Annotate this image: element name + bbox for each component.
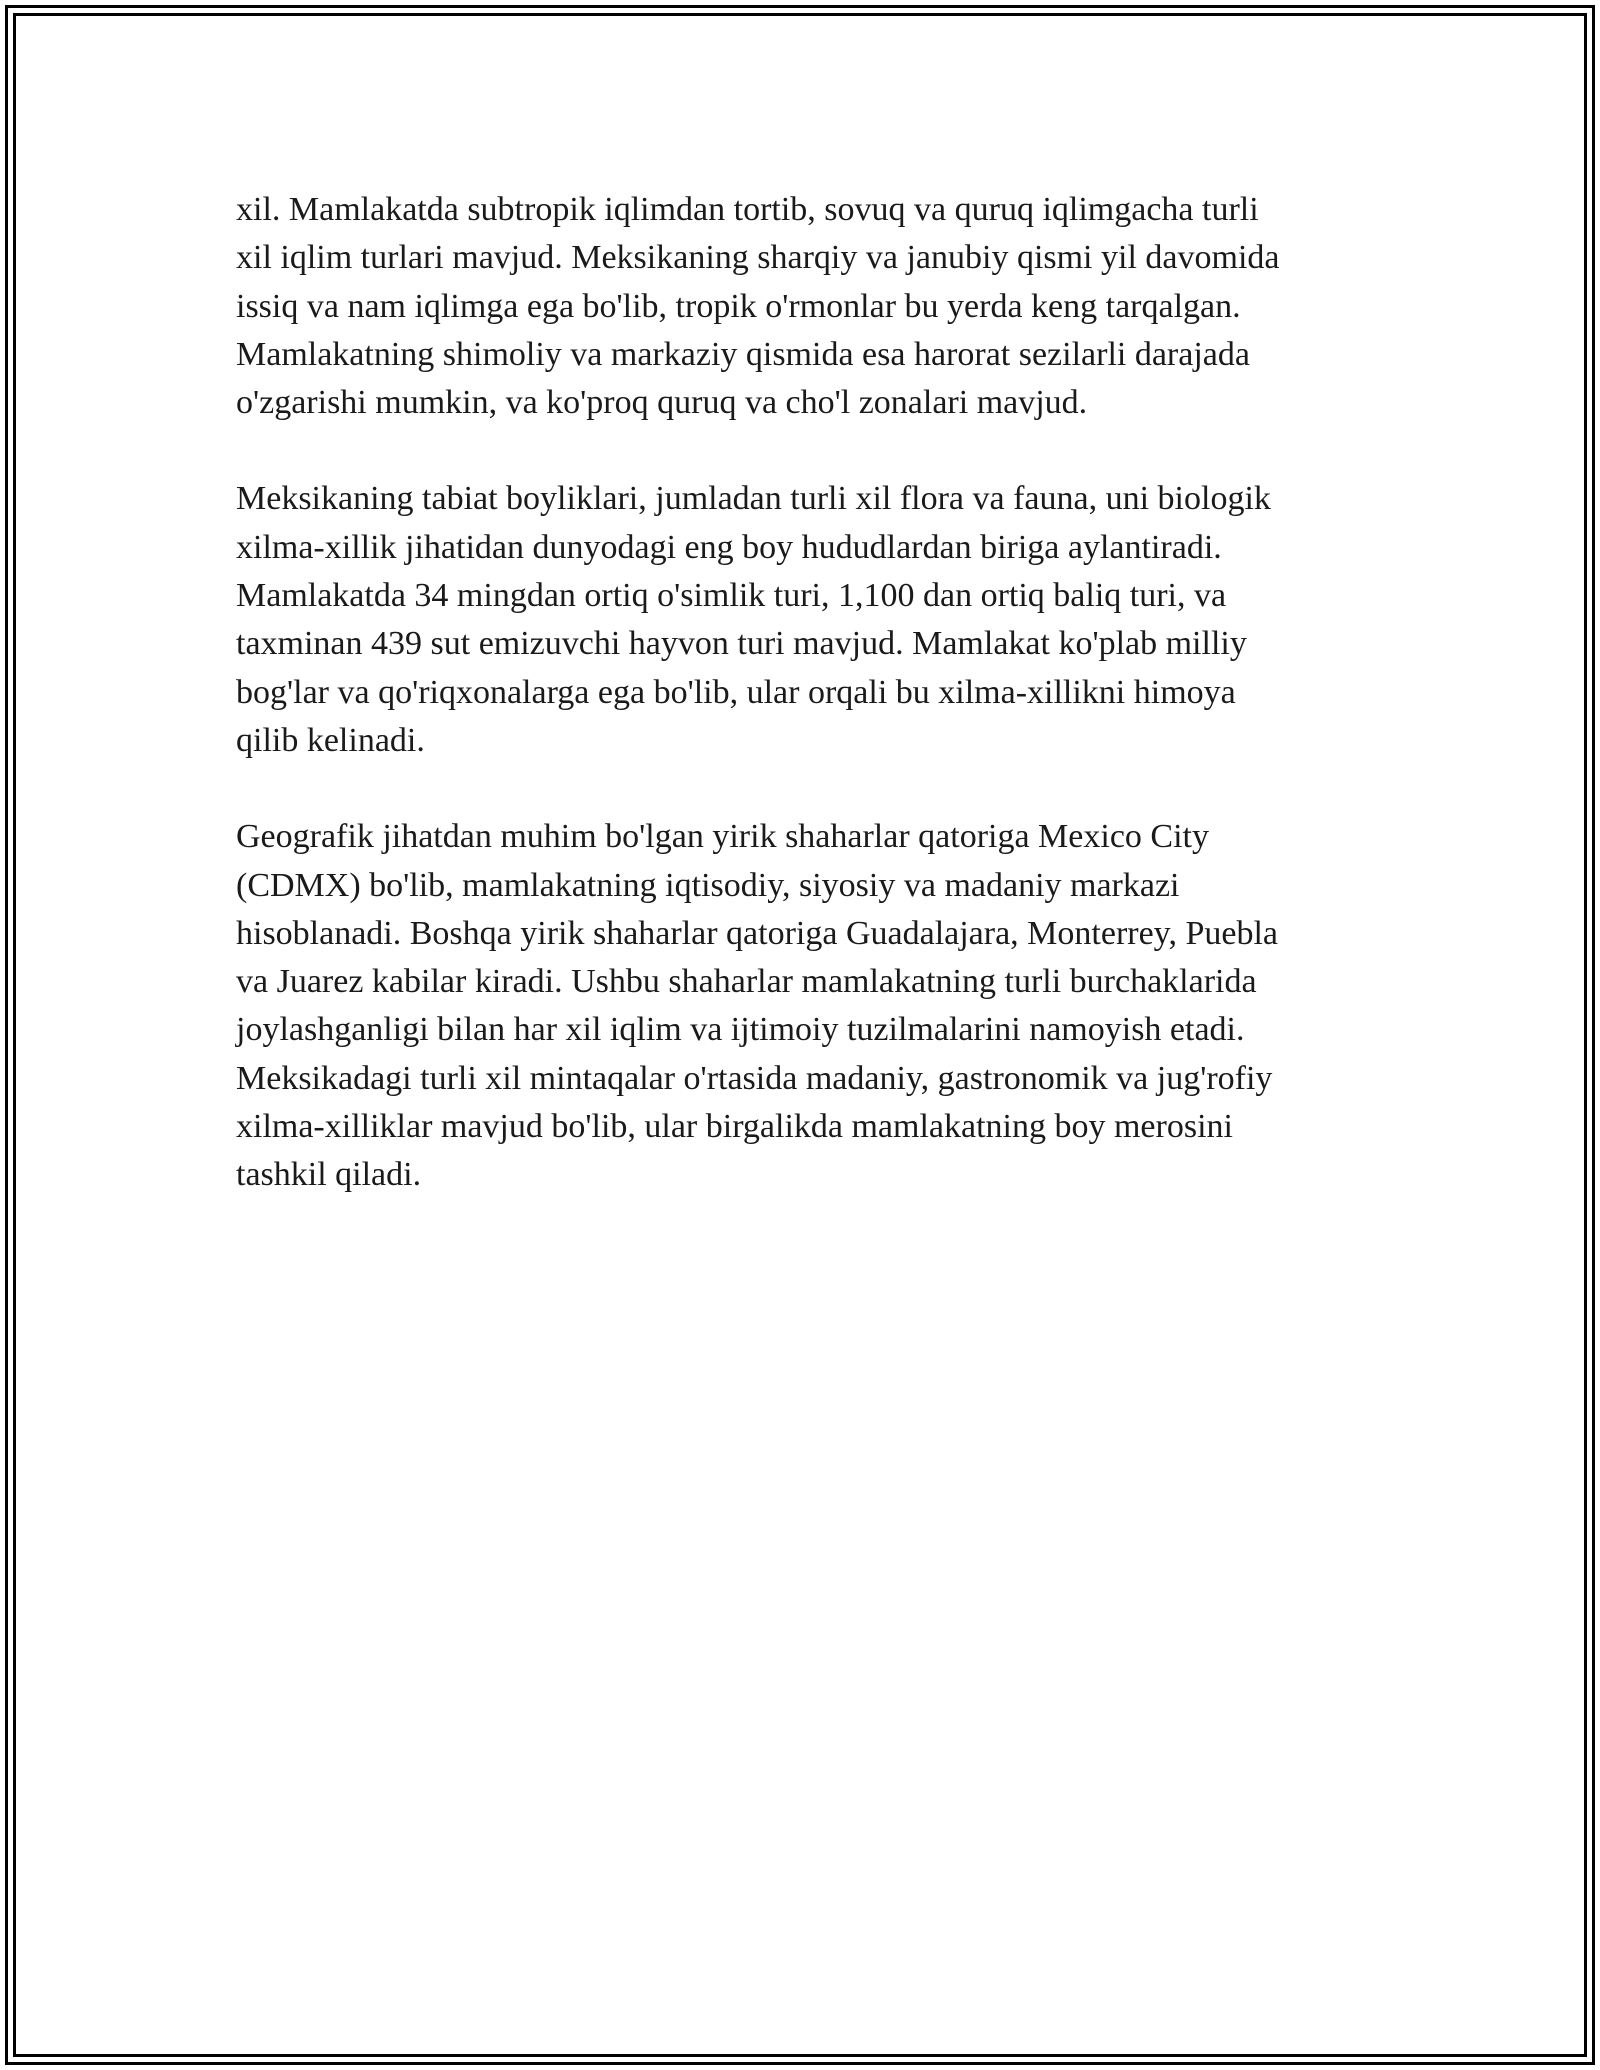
paragraph-climate: xil. Mamlakatda subtropik iqlimdan tortib, sovuq va quruq iqlimgacha turli xil iqlim turlari mavjud. Meksikaning sharqiy va janubiy qismi yil davomida issiq va nam iqlimga ega bo'lib, tropik o'rmonlar bu yerda keng tarqalgan. Mamlakatning shimoliy va markaziy qismida esa harorat sezilarli darajada o'zgarishi mumkin, va ko'proq quruq va cho'l zonalari mavjud. <box>236 191 1280 422</box>
paragraph-biodiversity: Meksikaning tabiat boyliklari, jumladan turli xil flora va fauna, uni biologik xilma-xillik jihatidan dunyodagi eng boy hududlardan biriga aylantiradi. Mamlakatda 34 mingdan ortiq o'simlik turi, 1,100 dan ortiq baliq turi, va taxminan 439 sut emizuvchi hayvon turi mavjud. Mamlakat ko'plab milliy bog'lar va qo'riqxonalarga ega bo'lib, ular orqali bu xilma-xillikni himoya qilib kelinadi. <box>236 480 1271 759</box>
paragraph-cities: Geografik jihatdan muhim bo'lgan yirik shaharlar qatoriga Mexico City (CDMX) bo'lib, mamlakatning iqtisodiy, siyosiy va madaniy markazi hisoblanadi. Boshqa yirik shaharlar qatoriga Guadalajara, Monterrey, Puebla va Juarez kabilar kiradi. Ushbu shaharlar mamlakatning turli burchaklarida joylashganligi bilan har xil iqlim va ijtimoiy tuzilmalarini namoyish etadi. Meksikadagi turli xil mintaqalar o'rtasida madaniy, gastronomik va jug'rofiy xilma-xilliklar mavjud bo'lib, ular birgalikda mamlakatning boy merosini tashkil qiladi. <box>236 818 1279 1194</box>
document-body <box>236 186 1376 1248</box>
